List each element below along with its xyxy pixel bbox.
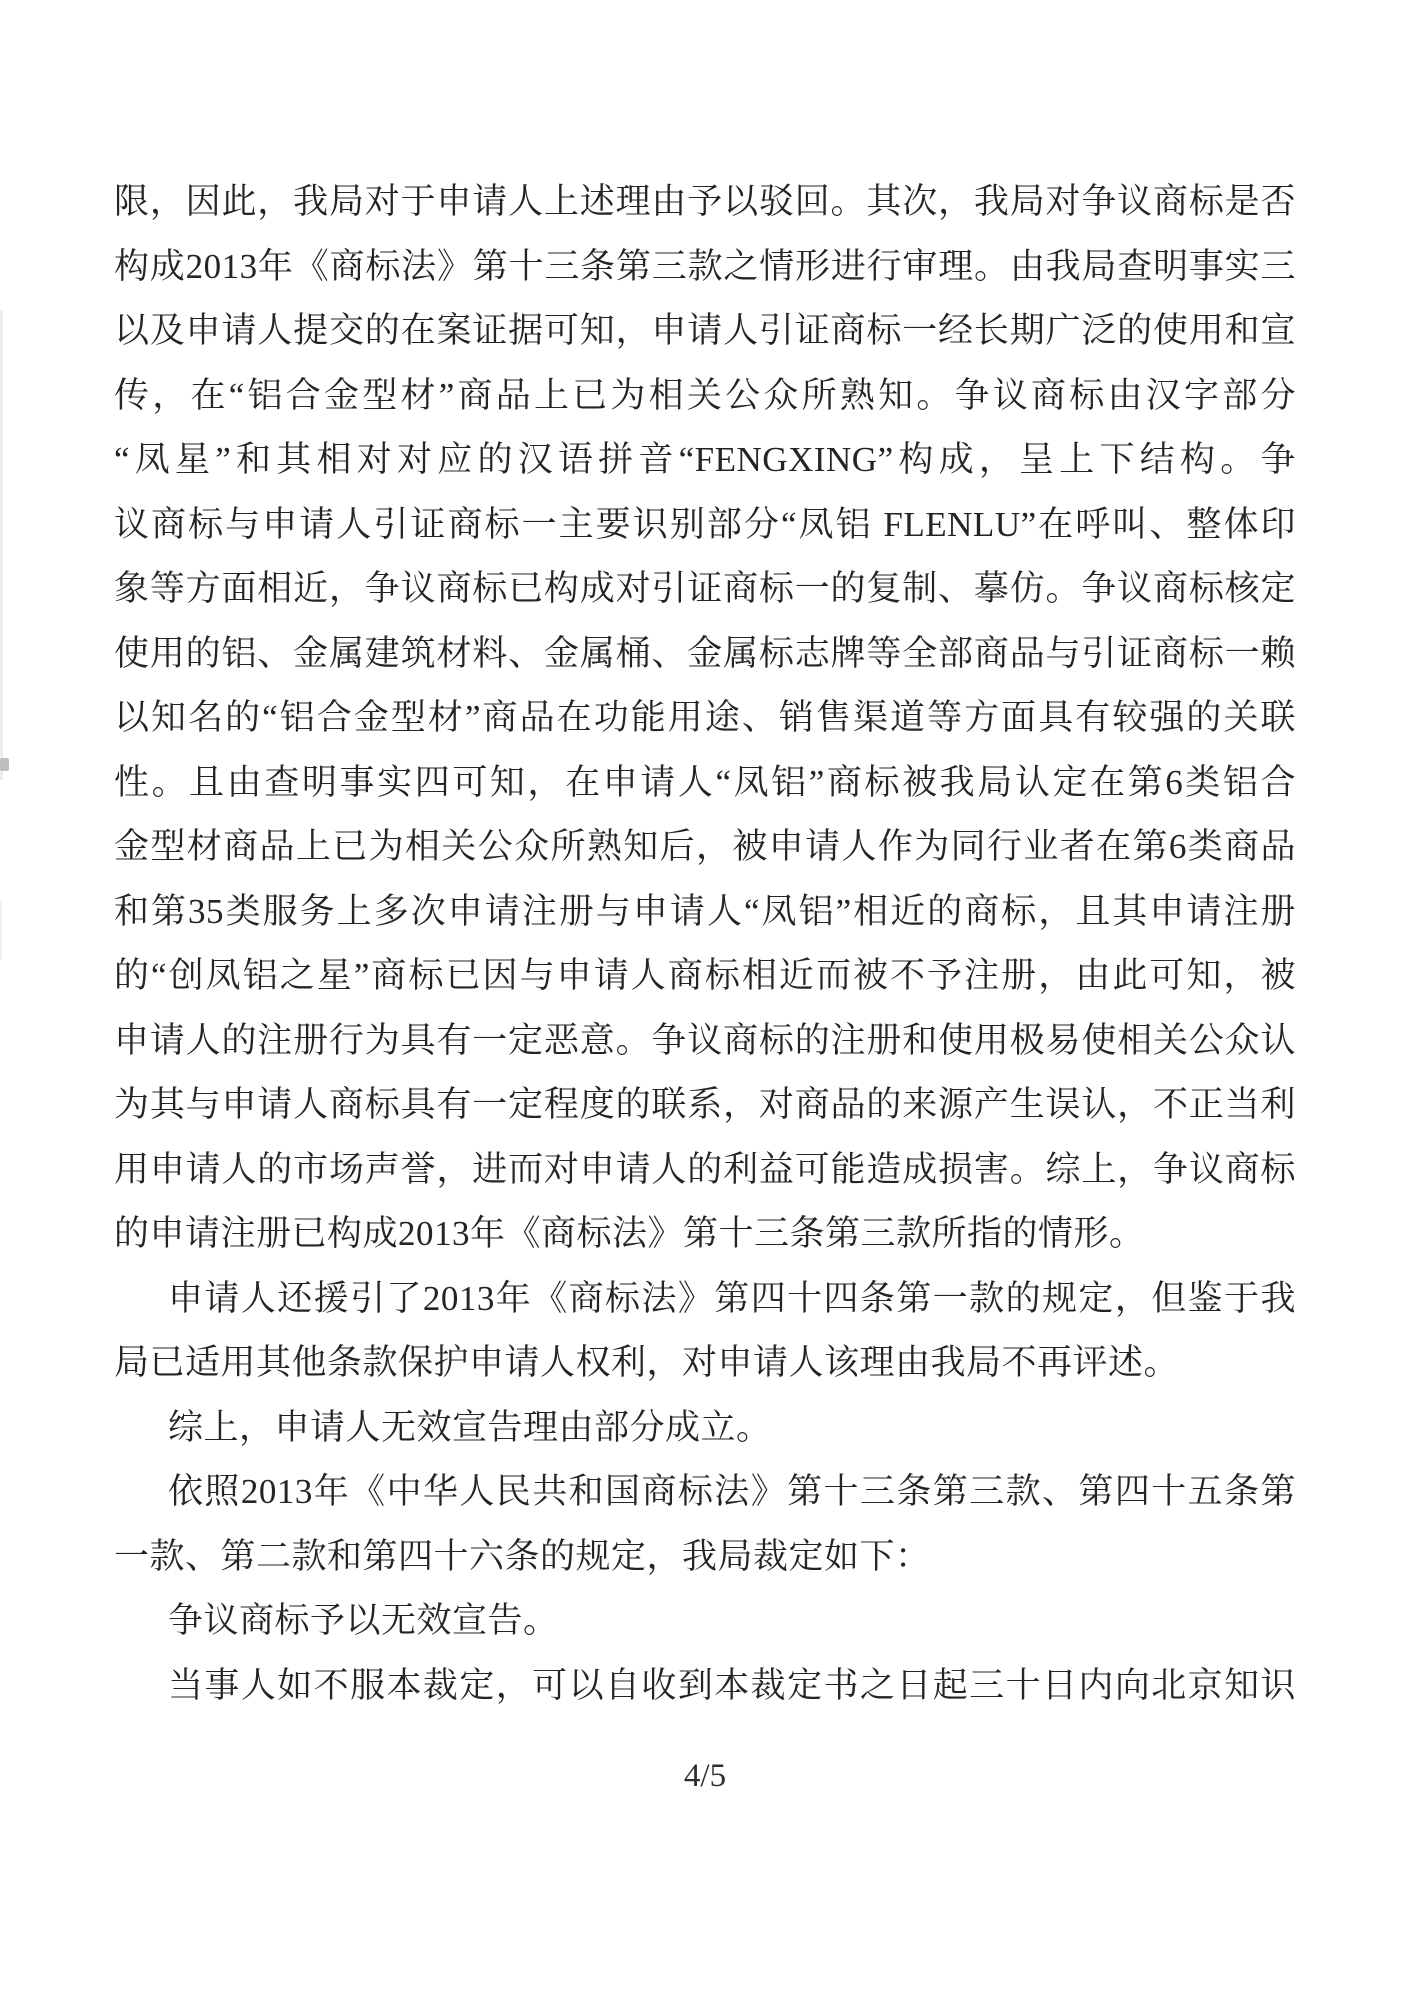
text-line: 局已适用其他条款保护申请人权利，对申请人该理由我局不再评述。 — [114, 1343, 1180, 1382]
text-line: 的申请注册已构成2013年《商标法》第十三条第三款所指的情形。 — [114, 1214, 1145, 1253]
text-line: 申请人的注册行为具有一定恶意。争议商标的注册和使用极易使相关公众认 — [114, 1020, 1296, 1060]
body-text — [114, 170, 1296, 1718]
text-line: 一款、第二款和第四十六条的规定，我局裁定如下： — [114, 1536, 931, 1576]
text-line: 用申请人的市场声誉，进而对申请人的利益可能造成损害。综上，争议商标 — [114, 1149, 1296, 1189]
text-line: 议商标与申请人引证商标一主要识别部分“凤铝 FLENLU”在呼叫、整体印 — [114, 504, 1296, 544]
scan-edge-streak — [0, 310, 3, 780]
text-line: 限，因此，我局对于申请人上述理由予以驳回。其次，我局对争议商标是否 — [114, 182, 1296, 221]
text-line: 以及申请人提交的在案证据可知，申请人引证商标一经长期广泛的使用和宣 — [114, 311, 1296, 350]
text-line: 综上，申请人无效宣告理由部分成立。 — [168, 1407, 772, 1447]
text-line: 当事人如不服本裁定，可以自收到本裁定书之日起三十日内向北京知识 — [168, 1665, 1296, 1705]
text-line: 争议商标予以无效宣告。 — [168, 1601, 559, 1640]
scan-edge-speck — [0, 758, 9, 771]
text-line: 为其与申请人商标具有一定程度的联系，对商品的来源产生误认，不正当利 — [114, 1085, 1296, 1124]
text-line: 象等方面相近，争议商标已构成对引证商标一的复制、摹仿。争议商标核定 — [114, 569, 1296, 608]
text-line: “凤星”和其相对对应的汉语拼音“FENGXING”构成，呈上下结构。争 — [114, 440, 1296, 479]
text-line: 申请人还援引了2013年《商标法》第四十四条第一款的规定，但鉴于我 — [168, 1278, 1296, 1318]
text-line: 构成2013年《商标法》第十三条第三款之情形进行审理。由我局查明事实三 — [114, 246, 1296, 286]
scan-edge-smudge — [0, 900, 2, 960]
text-line: 依照2013年《中华人民共和国商标法》第十三条第三款、第四十五条第 — [168, 1472, 1296, 1511]
text-line: 传，在“铝合金型材”商品上已为相关公众所熟知。争议商标由汉字部分 — [114, 375, 1296, 415]
text-line: 的“创凤铝之星”商标已因与申请人商标相近而被不予注册，由此可知，被 — [114, 956, 1296, 995]
text-line: 和第35类服务上多次申请注册与申请人“凤铝”相近的商标，且其申请注册 — [114, 891, 1296, 931]
text-line: 金型材商品上已为相关公众所熟知后，被申请人作为同行业者在第6类商品 — [114, 827, 1296, 866]
text-line: 性。且由查明事实四可知，在申请人“凤铝”商标被我局认定在第6类铝合 — [114, 762, 1296, 802]
text-line: 使用的铝、金属建筑材料、金属桶、金属标志牌等全部商品与引证商标一赖 — [114, 633, 1296, 673]
text-line: 以知名的“铝合金型材”商品在功能用途、销售渠道等方面具有较强的关联 — [114, 698, 1296, 737]
page-number: 4/5 — [683, 1758, 727, 1794]
